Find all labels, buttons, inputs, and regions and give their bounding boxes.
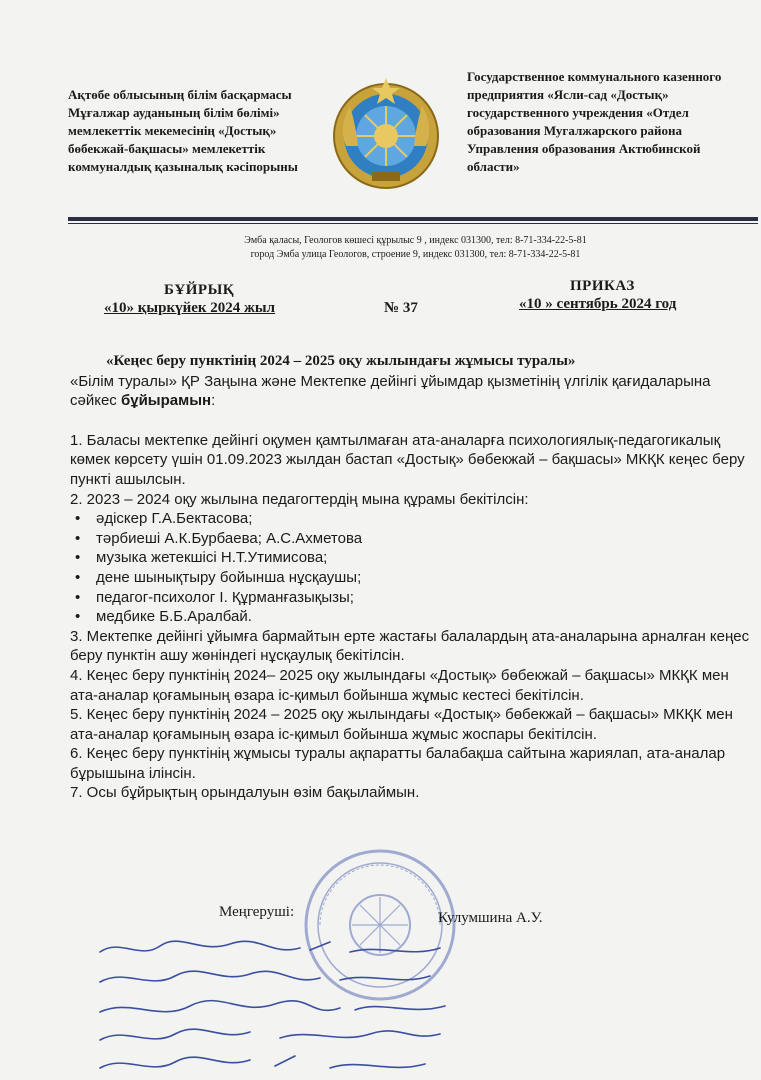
handwritten-line [100,1056,425,1068]
staff-item: • медбике Б.Б.Аралбай. [70,607,750,627]
handwritten-acknowledgements [80,930,480,1080]
header-divider-thin [68,223,758,224]
staff-item: • музыка жетекшісі Н.Т.Утимисова; [70,548,750,568]
kz-organization-header [68,86,318,176]
staff-item: • дене шынықтыру бойынша нұсқаушы; [70,568,750,588]
intro-command: бұйырамын [120,392,212,410]
staff-item: • педагог-психолог І. Құрманғазықызы; [70,588,750,608]
ru-org-line: области» [467,159,520,174]
intro-text: «Білім туралы» ҚР Заңына және Мектепке дейінгі ұйымдар қызметінің үлгілік қағидаларына сәйкес [70,372,711,410]
ru-org-line: предприятия «Ясли-сад «Достық» [467,87,669,102]
order-title-kz: БҰЙРЫҚ [164,282,235,298]
item-5: 5. Кеңес беру пунктінің 2024 – 2025 оқу жылындағы «Достық» бөбекжай – бақшасы» МКҚК мен ата-аналар қоғамының өзара іс-қимыл бойынша жұмыс жоспары бекітілсін. [70,706,733,743]
handwritten-line [100,941,440,952]
item-4: 4. Кеңес беру пунктінің 2024– 2025 оқу жылындағы «Достық» бөбекжай – бақшасы» МКҚК мен ата-аналар қоғамының өзара іс-қимыл бойынша жұмыс кестесі бекітілсін. [70,666,729,704]
kz-org-line: коммуналдық қазыналық кәсіпорыны [68,159,298,174]
address-ru: город Эмба улица Геологов, строение 9, индекс 031300, тел: 8-71-334-22-5-81 [250,249,581,260]
intro-paragraph [70,372,750,411]
staff-item: • тәрбиеші А.К.Бурбаева; А.С.Ахметова [70,529,750,549]
kz-org-line: бөбекжай-бақшасы» мемлекеттік [68,141,266,156]
kz-org-line: Ақтөбе облысының білім басқармасы [68,87,292,102]
handwritten-line [100,1001,445,1012]
staff-item: • әдіскер Г.А.Бектасова; [70,509,750,529]
item-2: 2. 2023 – 2024 оқу жылына педагогтердің мына құрамы бекітілсін: [70,490,529,508]
ru-organization-header [467,68,752,176]
order-title-ru: ПРИКАЗ [570,278,635,294]
item-1: 1. Баласы мектепке дейінгі оқумен қамтылмаған ата-аналарға психологиялық-педагогикалық көмек көрсету үшін 01.09.2023 жылдан бастап «Достық» бөбекжай – бақшасы» МКҚК кеңес беру пункті ашылсын. [70,431,745,488]
ru-org-line: Государственное коммунального казенного [467,69,722,84]
spacer [70,411,750,431]
intro-colon: : [211,392,216,410]
order-subject: «Кеңес беру пунктінің 2024 – 2025 оқу жылындағы жұмысы туралы» [106,353,576,369]
kz-org-line: Мұғалжар ауданының білім бөлімі» [68,105,280,120]
handwritten-line [100,971,430,982]
order-body [70,352,750,803]
ru-org-line: образования Мугалжарского района [467,123,683,138]
kz-org-line: мемлекеттік мекемесінің «Достық» [68,123,277,138]
item-6: 6. Кеңес беру пунктінің жұмысы туралы ақпаратты балабақша сайтына жариялап, ата-аналар бұрышына ілінсін. [70,745,726,782]
header-divider-thick [68,217,758,221]
order-date-ru: «10 » сентябрь 2024 год [519,296,677,312]
item-3: 3. Мектепке дейінгі ұйымға бармайтын ерте жастағы балалардың ата-аналарына арналған кеңес беру пунктін ашу жөніндегі нұсқаулық бекітілсін. [70,627,750,665]
head-name: Кулумшина А.У. [438,910,543,926]
ru-org-line: государственного учреждения «Отдел [467,105,689,120]
order-date-kz: «10» қыркүйек 2024 жыл [104,300,276,316]
order-number: № 37 [384,300,418,316]
ru-org-line: Управления образования Актюбинской [467,141,701,156]
item-7: 7. Осы бұйрықтың орындалуын өзім бақылаймын. [70,784,420,802]
handwritten-line [100,1029,440,1040]
head-role-label: Меңгеруші: [219,904,295,920]
address-kz: Эмба қаласы, Геологов көшесі құрылыс 9 , индекс 031300, тел: 8-71-334-22-5-81 [244,235,587,246]
state-emblem-icon [328,76,444,192]
